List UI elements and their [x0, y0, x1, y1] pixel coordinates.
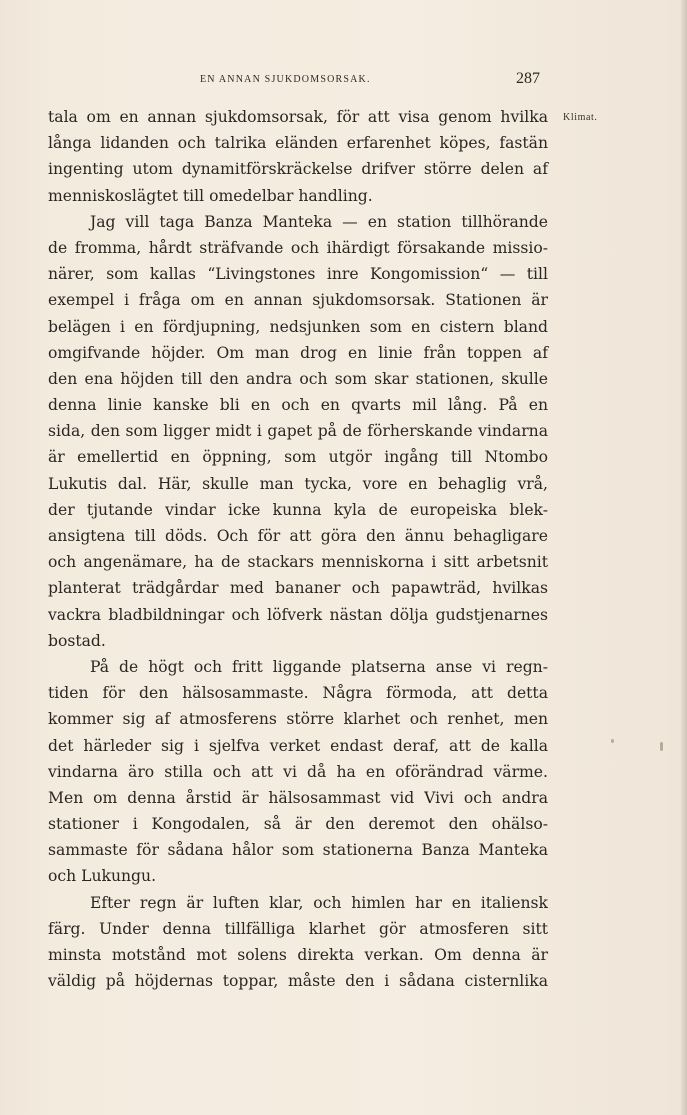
running-head: EN ANNAN SJUKDOMSORSAK.	[200, 74, 371, 85]
text-line: sida, den som ligger midt i gapet på de förherskande vindarna	[48, 422, 548, 441]
text-line: väldig på höjdernas toppar, måste den i sådana cisternlika	[48, 972, 548, 991]
text-line: det härleder sig i sjelfva verket endast deraf, att de kalla	[48, 736, 548, 755]
text-line: vackra bladbildningar och löfverk nästan dölja gudstjenarnes	[48, 605, 548, 624]
text-line: stationer i Kongodalen, så är den deremot den ohälso-	[48, 815, 548, 834]
text-line: tiden för den hälsosammaste. Några förmoda, att detta	[48, 684, 548, 703]
text-line: och angenämare, ha de stackars menniskorna i sitt arbetsnit	[48, 553, 548, 572]
text-line: menniskoslägtet till omedelbar handling.	[48, 186, 373, 205]
page-number: 287	[516, 70, 540, 87]
text-line: Men om denna årstid är hälsosammast vid Vivi och andra	[48, 788, 548, 807]
body-text	[48, 104, 548, 994]
text-line: denna linie kanske bli en och en qvarts mil lång. På en	[48, 396, 548, 415]
text-line: bostad.	[48, 631, 106, 650]
text-line: sammaste för sådana hålor som stationerna Banza Manteka	[48, 841, 548, 860]
text-line: ingenting utom dynamitförskräckelse drifver större delen af	[48, 160, 548, 179]
text-line: omgifvande höjder. Om man drog en linie från toppen af	[48, 343, 548, 362]
text-line: Jag vill taga Banza Manteka — en station tillhörande	[90, 212, 548, 231]
text-line: belägen i en fördjupning, nedsjunken som en cistern bland	[48, 317, 548, 336]
page-edge	[681, 0, 687, 1115]
text-line: På de högt och fritt liggande platserna anse vi regn-	[90, 657, 548, 676]
text-line: ansigtena till döds. Och för att göra den ännu behagligare	[48, 527, 548, 545]
text-line: de fromma, hårdt sträfvande och ihärdigt försakande missio-	[48, 238, 548, 257]
text-line: närer, som kallas “Livingstones inre Kongomission“ — till	[48, 265, 548, 284]
text-line: exempel i fråga om en annan sjukdomsorsak. Stationen är	[48, 291, 548, 310]
text-line: tala om en annan sjukdomsorsak, för att visa genom hvilka	[48, 108, 548, 126]
text-line: den ena höjden till den andra och som skar stationen, skulle	[48, 369, 548, 388]
text-line: långa lidanden och talrika eländen erfarenhet köpes, fastän	[48, 134, 548, 153]
text-line: vindarna äro stilla och att vi då ha en oförändrad värme.	[48, 762, 548, 781]
text-line: och Lukungu.	[48, 867, 157, 886]
margin-note: Klimat.	[563, 112, 598, 123]
paper-speck	[611, 739, 614, 743]
paper-speck	[660, 742, 663, 751]
text-line: der tjutande vindar icke kunna kyla de europeiska blek-	[48, 500, 548, 519]
text-line: planterat trädgårdar med bananer och papawträd, hvilkas	[48, 579, 548, 598]
text-line: kommer sig af atmosferens större klarhet och renhet, men	[48, 710, 548, 729]
text-line: är emellertid en öppning, som utgör ingång till Ntombo	[48, 448, 548, 467]
text-line: Lukutis dal. Här, skulle man tycka, vore en behaglig vrå,	[48, 474, 548, 493]
text-line: minsta motstånd mot solens direkta verkan. Om denna är	[48, 946, 548, 964]
text-line: färg. Under denna tillfälliga klarhet gör atmosferen sitt	[48, 919, 548, 938]
text-line: Efter regn är luften klar, och himlen har en italiensk	[90, 893, 548, 912]
